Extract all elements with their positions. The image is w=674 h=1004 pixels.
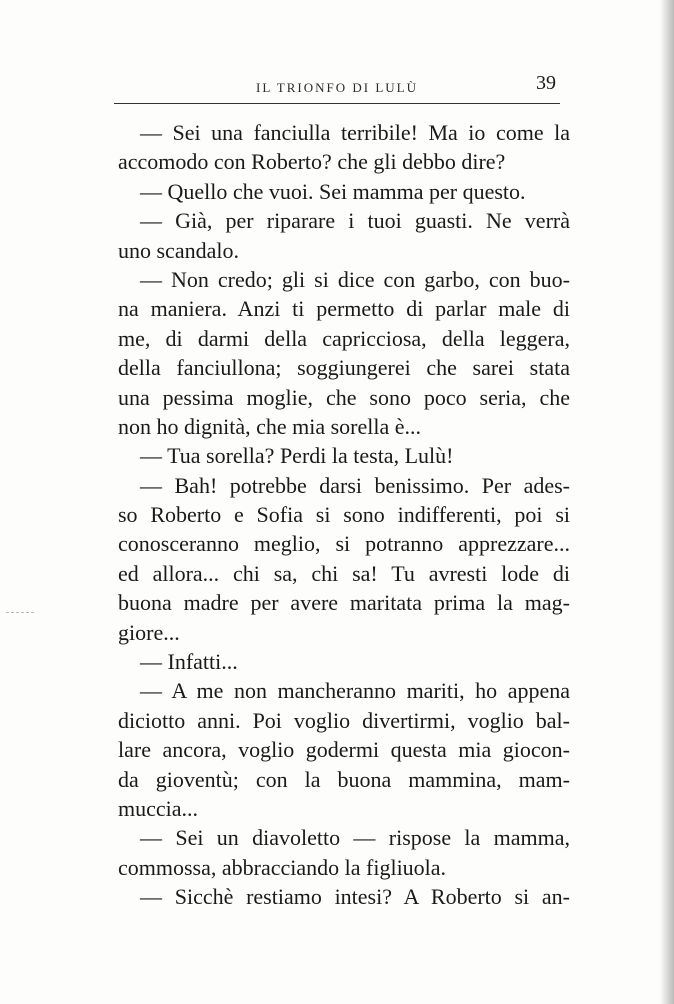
text-line: — Quello che vuoi. Sei mamma per questo.	[140, 178, 526, 204]
text-line: — Bah! potrebbe darsi benissimo. Per ades-	[140, 472, 570, 498]
header-rule	[114, 103, 560, 104]
text-line: uno scandalo.	[118, 237, 239, 263]
text-line: — Infatti...	[140, 649, 238, 675]
text-line: — Già, per riparare i tuoi guasti. Ne verrà	[140, 208, 570, 234]
text-line: muccia...	[118, 795, 199, 821]
text-line: lare ancora, voglio godermi questa mia giocon-	[118, 737, 570, 763]
text-line: me, di darmi della capricciosa, della leggera,	[118, 325, 570, 351]
body-text	[118, 118, 570, 912]
text-line: ed allora... chi sa, chi sa! Tu avresti lode di	[118, 560, 570, 586]
text-line: diciotto anni. Poi voglio divertirmi, voglio bal-	[118, 707, 570, 733]
page-number: 39	[536, 72, 556, 94]
text-line: na maniera. Anzi ti permetto di parlar male di	[118, 296, 570, 322]
text-line: accomodo con Roberto? che gli debbo dire?	[118, 149, 506, 175]
text-line: non ho dignità, che mia sorella è...	[118, 413, 422, 439]
text-line: so Roberto e Sofia si sono indifferenti, poi si	[118, 502, 570, 528]
margin-mark	[6, 612, 34, 613]
text-line: commossa, abbracciando la figliuola.	[118, 854, 447, 880]
text-line: da gioventù; con la buona mammina, mam-	[118, 766, 570, 792]
text-line: — Sei una fanciulla terribile! Ma io come la	[140, 120, 570, 145]
text-line: giore...	[118, 619, 180, 645]
text-line: una pessima moglie, che sono poco seria, che	[118, 384, 570, 410]
text-line: — Sicchè restiamo intesi? A Roberto si an-	[140, 884, 570, 910]
text-line: — A me non mancheranno mariti, ho appena	[140, 678, 570, 704]
text-line: — Sei un diavoletto — rispose la mamma,	[140, 825, 570, 851]
text-line: — Tua sorella? Perdi la testa, Lulù!	[140, 443, 454, 469]
page-header	[114, 70, 560, 104]
text-line: della fanciullona; soggiungerei che sarei stata	[118, 355, 570, 381]
text-line: conosceranno meglio, si potranno apprezzare...	[118, 531, 570, 557]
text-line: — Non credo; gli si dice con garbo, con buo-	[140, 266, 570, 292]
text-line: buona madre per avere maritata prima la mag-	[118, 590, 570, 616]
page-edge-shadow	[660, 0, 674, 1004]
running-title: IL TRIONFO DI LULÙ	[256, 80, 419, 95]
